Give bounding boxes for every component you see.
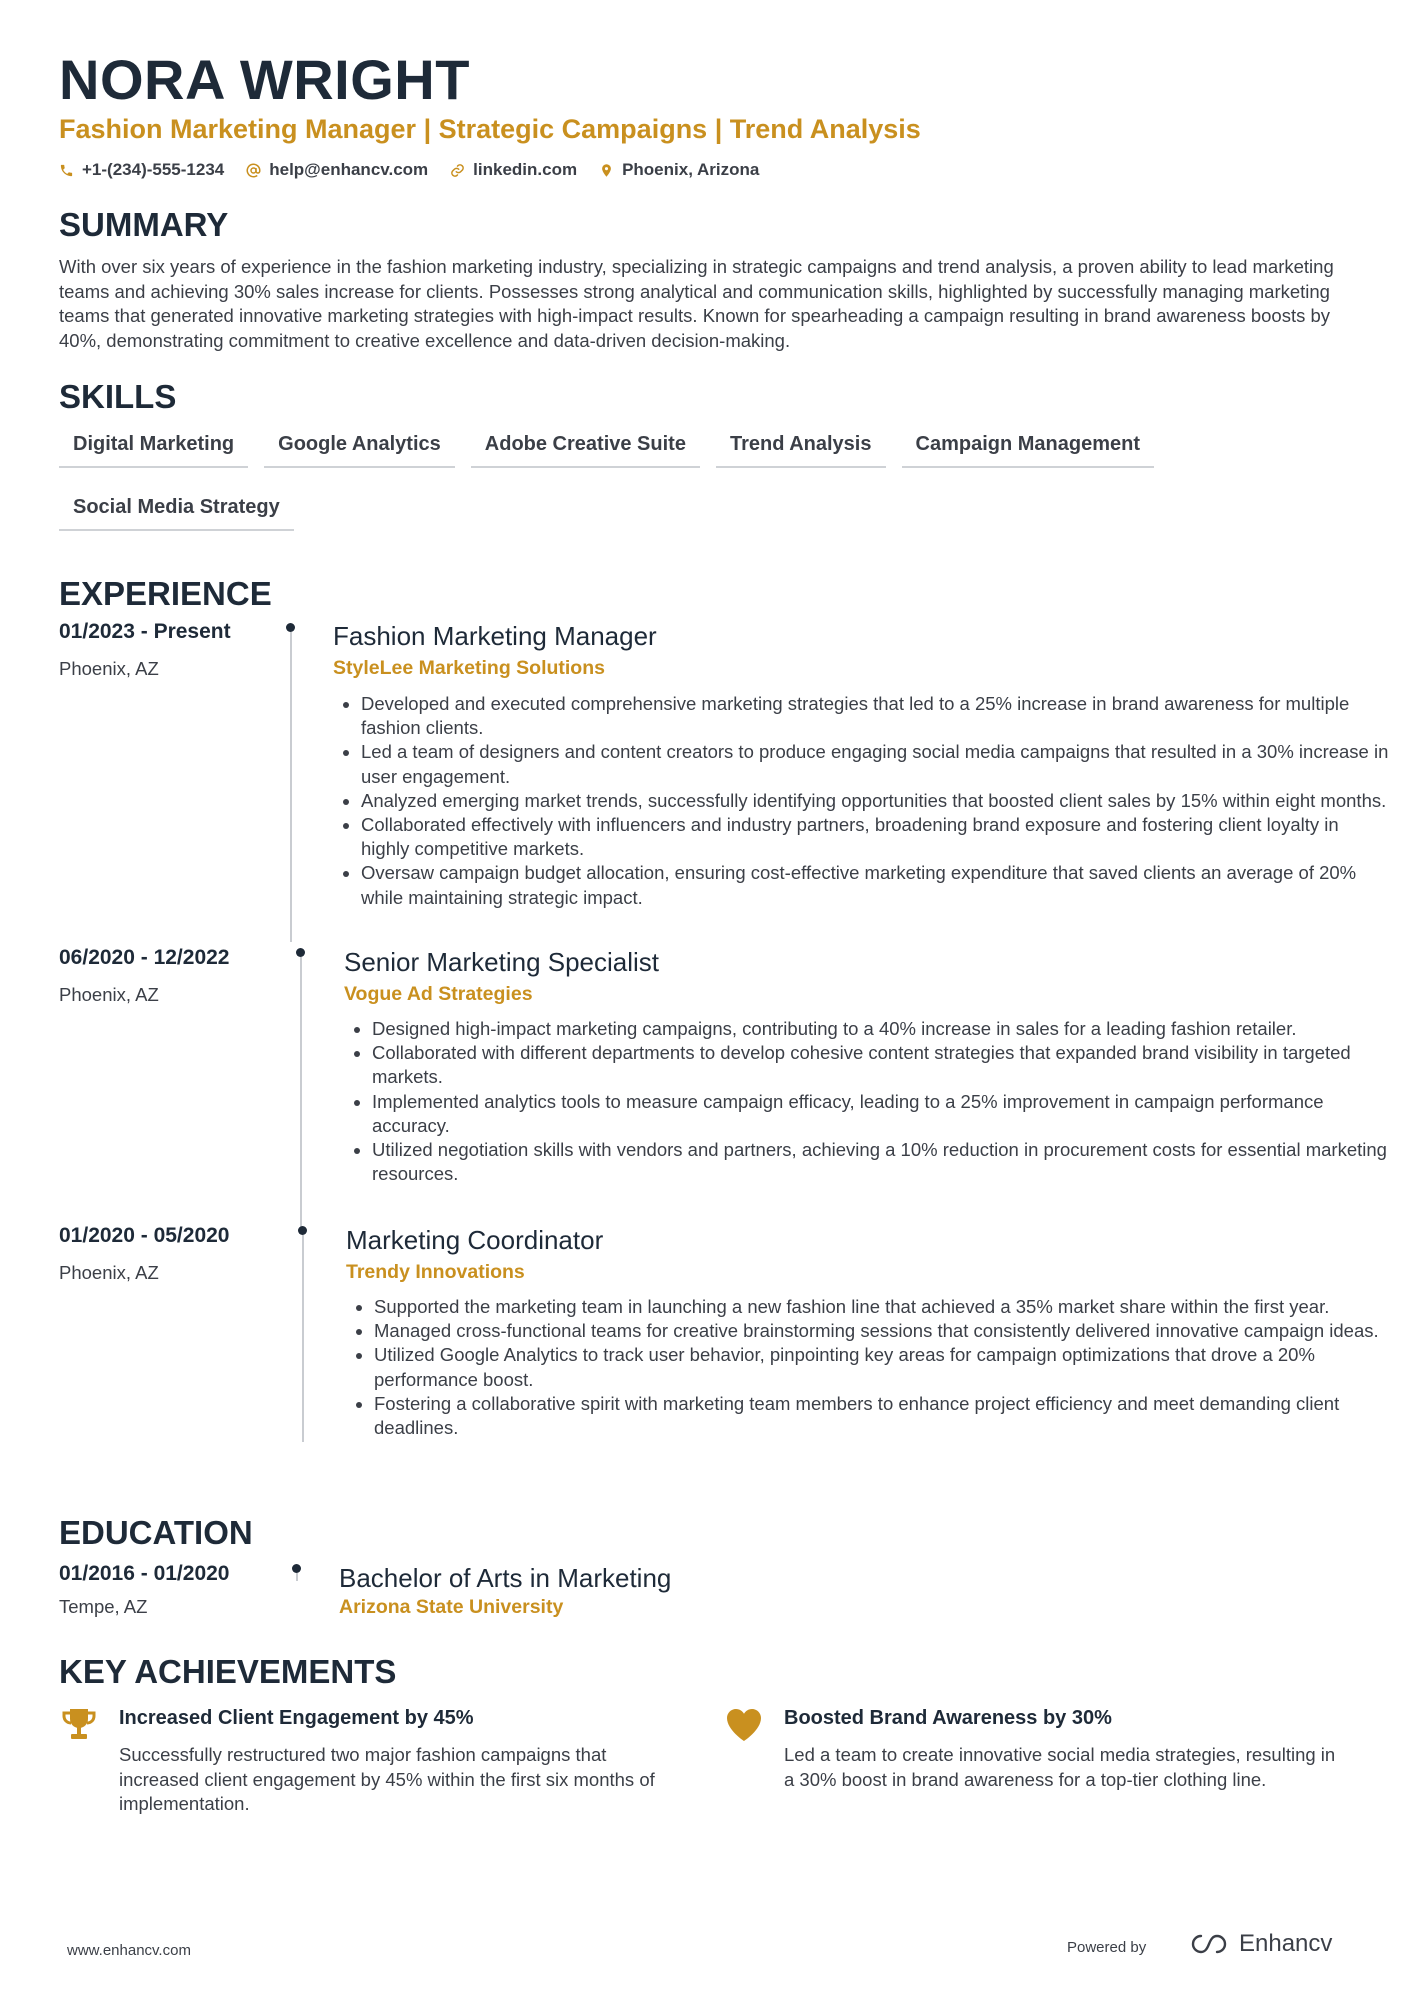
job-title: Fashion Marketing Manager [333, 621, 657, 651]
skill-tag: Campaign Management [902, 425, 1154, 468]
job-bullet: • Collaborated with different departments to develop cohesive content strategies that expanded brand visibility in targeted markets. [372, 1041, 1387, 1089]
job-bullet: • Designed high-impact marketing campaigns, contributing to a 40% increase in sales for a leading fashion retailer. [372, 1017, 1387, 1041]
email-text: help@enhancv.com [269, 160, 429, 179]
job-bullets [346, 1295, 1389, 1440]
footer-url[interactable]: www.enhancv.com [67, 1942, 191, 1959]
brand-logo[interactable] [1187, 1930, 1332, 1958]
job-title: Marketing Coordinator [346, 1225, 604, 1255]
candidate-tagline: Fashion Marketing Manager | Strategic Campaigns | Trend Analysis [59, 114, 921, 144]
job-bullet: • Managed cross-functional teams for creative brainstorming sessions that consistently delivered innovative campaign ideas. [374, 1319, 1389, 1343]
link-icon [450, 163, 465, 178]
phone-text: +1-(234)-555-1234 [82, 160, 225, 179]
location-text: Phoenix, Arizona [622, 160, 760, 179]
timeline-line [290, 632, 292, 942]
job-bullet: • Collaborated effectively with influencers and industry partners, broadening brand exposure and fostering client loyalty in highly competitive markets. [361, 813, 1391, 861]
job-bullet: • Fostering a collaborative spirit with marketing team members to enhance project efficiency and meet demanding client deadlines. [374, 1392, 1389, 1440]
degree-title: Bachelor of Arts in Marketing [339, 1563, 672, 1593]
linkedin-text: linkedin.com [473, 160, 578, 179]
timeline-dot [292, 1564, 301, 1573]
job-bullet: • Implemented analytics tools to measure campaign efficacy, leading to a 25% improvement in campaign performance accuracy. [372, 1090, 1387, 1138]
school-name: Arizona State University [339, 1596, 564, 1618]
at-sign-icon [246, 163, 261, 178]
heart-icon [724, 1705, 764, 1745]
achievement-title: Increased Client Engagement by 45% [119, 1707, 474, 1729]
timeline-line [302, 1235, 304, 1442]
job-title: Senior Marketing Specialist [344, 947, 660, 977]
timeline-dot [298, 1226, 307, 1235]
job-bullet: • Led a team of designers and content creators to produce engaging social media campaigns that resulted in a 30% increase in user engagement. [361, 740, 1391, 788]
job-location: Phoenix, AZ [59, 984, 159, 1005]
job-bullet: • Oversaw campaign budget allocation, ensuring cost-effective marketing expenditure that saved clients an average of 20% while maintaining strategic impact. [361, 861, 1391, 909]
skills-list [59, 425, 1359, 531]
candidate-name: NORA WRIGHT [59, 48, 470, 111]
company-name: StyleLee Marketing Solutions [333, 657, 605, 679]
education-dates: 01/2016 - 01/2020 [59, 1562, 230, 1585]
trophy-icon [59, 1705, 99, 1745]
experience-heading: EXPERIENCE [59, 575, 272, 612]
job-dates: 01/2020 - 05/2020 [59, 1224, 230, 1247]
summary-text: With over six years of experience in the fashion marketing industry, specializing in strategic campaigns and trend analysis, a proven ability to lead marketing teams and achieving 30% sales increase for clients. Possesses strong analytical and communication skills, highlighted by successfully managing marketing teams that generated innovative marketing strategies with high-impact results. Known for spearheading a campaign resulting in brand awareness boosts by 40%, demonstrating commitment to creative excellence and data-driven decision-making. [59, 256, 1334, 351]
location-pin-icon [599, 163, 614, 178]
timeline-line [300, 957, 302, 1229]
job-bullets [344, 1017, 1387, 1186]
job-bullet: • Analyzed emerging market trends, successfully identifying opportunities that boosted client sales by 15% within eight months. [361, 789, 1391, 813]
job-location: Phoenix, AZ [59, 658, 159, 679]
job-bullet: • Utilized negotiation skills with vendors and partners, achieving a 10% reduction in procurement costs for essential marketing resources. [372, 1138, 1387, 1186]
skills-heading: SKILLS [59, 378, 177, 415]
skill-tag: Digital Marketing [59, 425, 248, 468]
powered-by-label: Powered by [1067, 1939, 1147, 1956]
achievement-description: Led a team to create innovative social media strategies, resulting in a 30% boost in brand awareness for a top-tier clothing line. [784, 1744, 1336, 1790]
brand-name: Enhancv [1239, 1930, 1333, 1957]
company-name: Trendy Innovations [346, 1261, 525, 1283]
achievement-description: Successfully restructured two major fashion campaigns that increased client engagement by 45% within the first six months of implementation. [119, 1744, 655, 1814]
contact-email[interactable] [246, 160, 428, 180]
job-dates: 06/2020 - 12/2022 [59, 946, 230, 969]
contact-bar [59, 160, 759, 180]
enhancv-logo-icon [1187, 1932, 1231, 1956]
contact-linkedin[interactable] [450, 160, 577, 180]
job-dates: 01/2023 - Present [59, 620, 231, 643]
education-location: Tempe, AZ [59, 1596, 148, 1617]
phone-icon [59, 163, 74, 178]
contact-phone[interactable] [59, 160, 224, 180]
job-location: Phoenix, AZ [59, 1262, 159, 1283]
timeline-dot [296, 948, 305, 957]
job-bullet: • Developed and executed comprehensive marketing strategies that led to a 25% increase in brand awareness for multiple fashion clients. [361, 692, 1391, 740]
skill-tag: Adobe Creative Suite [471, 425, 700, 468]
timeline-line [296, 1573, 298, 1581]
achievement-title: Boosted Brand Awareness by 30% [784, 1707, 1112, 1729]
summary-heading: SUMMARY [59, 206, 229, 243]
contact-location [599, 160, 759, 180]
skill-tag: Google Analytics [264, 425, 455, 468]
skill-tag: Social Media Strategy [59, 488, 294, 531]
achievements-heading: KEY ACHIEVEMENTS [59, 1653, 397, 1690]
job-bullet: • Supported the marketing team in launching a new fashion line that achieved a 35% market share within the first year. [374, 1295, 1389, 1319]
education-heading: EDUCATION [59, 1514, 253, 1551]
job-bullet: • Utilized Google Analytics to track user behavior, pinpointing key areas for campaign optimizations that drove a 20% performance boost. [374, 1343, 1389, 1391]
job-bullets [333, 692, 1391, 910]
skill-tag: Trend Analysis [716, 425, 886, 468]
timeline-dot [286, 623, 295, 632]
company-name: Vogue Ad Strategies [344, 983, 533, 1005]
